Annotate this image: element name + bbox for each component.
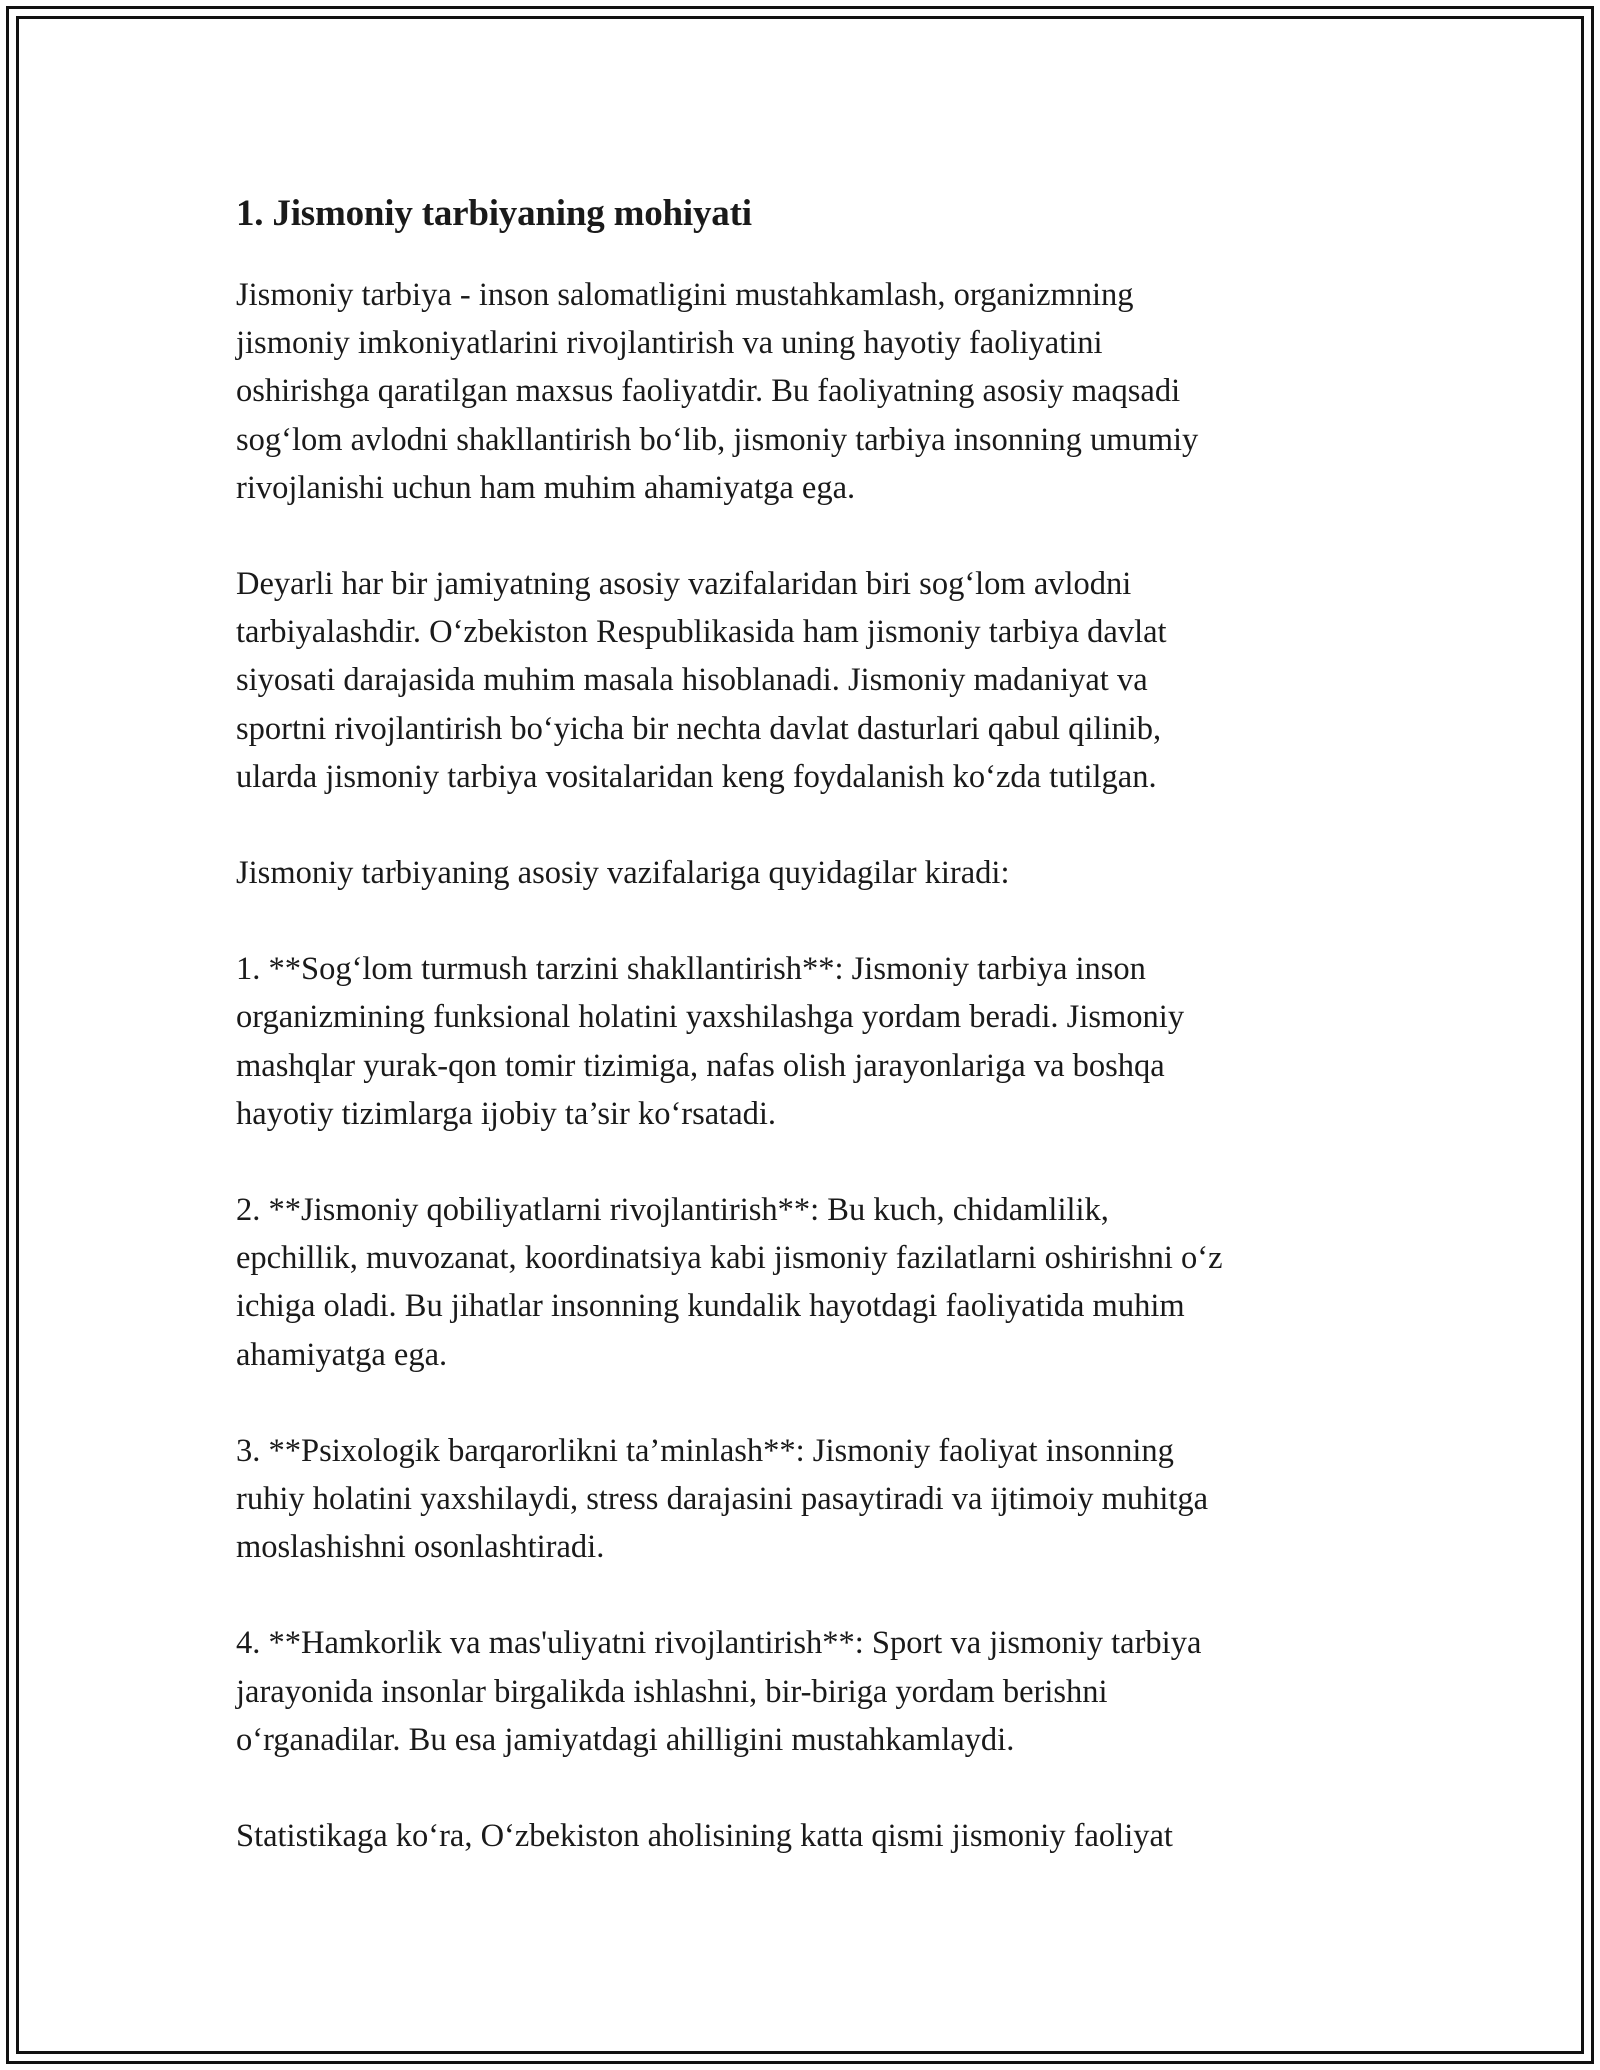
paragraph-intro: Jismoniy tarbiya - inson salomatligini mustahkamlash, organizmning jismoniy imkoniyatlarini rivojlantirish va uning hayotiy faoliyatini oshirishga qaratilgan maxsus faoliyatdir. Bu faoliyatning asosiy maqsadi sog‘lom avlodni shakllantirish bo‘lib, jismoniy tarbiya insonning umumiy rivojlanishi uchun ham muhim ahamiyatga ega. <box>236 277 1199 506</box>
list-item-4: 4. **Hamkorlik va mas'uliyatni rivojlantirish**: Sport va jismoniy tarbiya jarayonida insonlar birgalikda ishlashni, bir-biriga yordam berishni o‘rganadilar. Bu esa jamiyatdagi ahilligini mustahkamlaydi. <box>236 1625 1202 1758</box>
paragraph-tasks-intro: Jismoniy tarbiyaning asosiy vazifalariga quyidagilar kiradi: <box>236 855 1010 892</box>
list-item-3: 3. **Psixologik barqarorlikni ta’minlash**: Jismoniy faoliyat insonning ruhiy holatini yaxshilaydi, stress darajasini pasaytiradi va ijtimoiy muhitga moslashishni osonlashtiradi. <box>236 1432 1209 1566</box>
list-item-1: 1. **Sog‘lom turmush tarzini shakllantirish**: Jismoniy tarbiya inson organizmining funksional holatini yaxshilashga yordam beradi. Jismoniy mashqlar yurak-qon tomir tizimiga, nafas olish jarayonlariga va boshqa hayotiy tizimlarga ijobiy ta’sir ko‘rsatadi. <box>236 951 1185 1132</box>
section-title: 1. Jismoniy tarbiyaning mohiyati <box>236 193 752 234</box>
list-item-2: 2. **Jismoniy qobiliyatlarni rivojlantirish**: Bu kuch, chidamlilik, epchillik, muvozanat, koordinatsiya kabi jismoniy fazilatlarni oshirishni o‘z ichiga oladi. Bu jihatlar insonning kundalik hayotdagi faoliyatida muhim ahamiyatga ega. <box>236 1192 1223 1373</box>
paragraph-statistics: Statistikaga ko‘ra, O‘zbekiston aholisining katta qismi jismoniy faoliyat <box>236 1818 1173 1855</box>
document-body <box>236 190 1366 1908</box>
paragraph-state-policy: Deyarli har bir jamiyatning asosiy vazifalaridan biri sog‘lom avlodni tarbiyalashdir. O‘zbekiston Respublikasida ham jismoniy tarbiya davlat siyosati darajasida muhim masala hisoblanadi. Jismoniy madaniyat va sportni rivojlantirish bo‘yicha bir nechta davlat dasturlari qabul qilinib, ularda jismoniy tarbiya vositalaridan keng foydalanish ko‘zda tutilgan. <box>236 566 1167 795</box>
